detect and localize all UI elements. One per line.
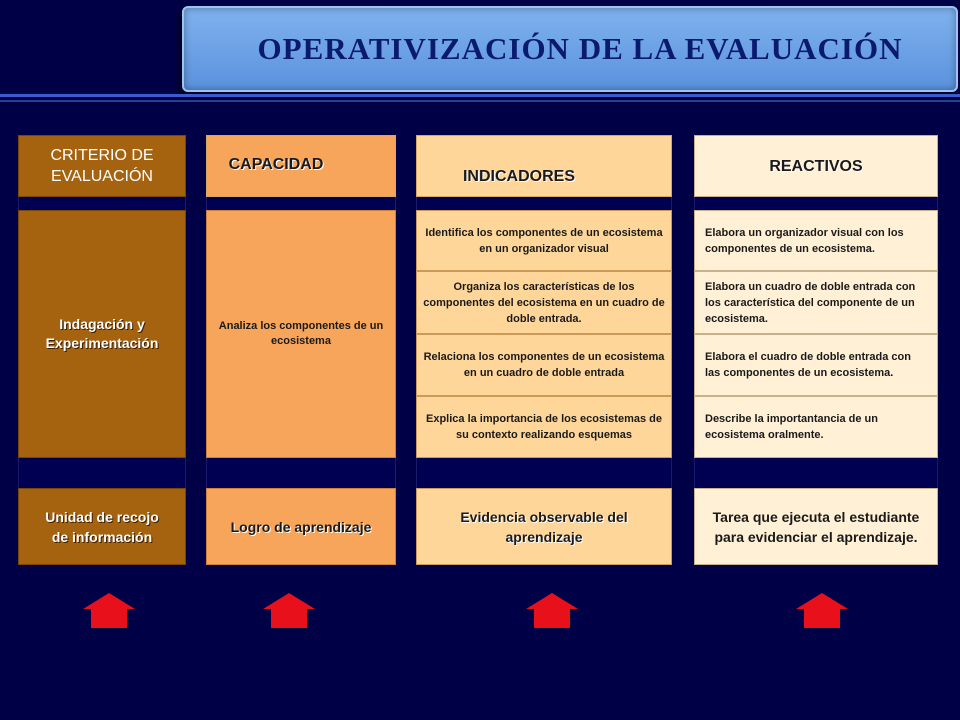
- header-indicadores: INDICADORES: [416, 135, 672, 197]
- indicador-4: Explica la importancia de los ecosistemas de su contexto realizando esquemas: [416, 396, 672, 458]
- footer-indicadores: Evidencia observable del aprendizaje: [416, 488, 672, 565]
- footer-capacidad: Logro de aprendizaje: [206, 488, 396, 565]
- capacidad-cell: Analiza los componentes de un ecosistema: [206, 210, 396, 458]
- reactivo-3: Elabora el cuadro de doble entrada con las componentes de un ecosistema.: [694, 334, 938, 396]
- reactivo-2: Elabora un cuadro de doble entrada con los característica del componente de un ecosistema.: [694, 271, 938, 334]
- divider-line-thin: [0, 100, 960, 102]
- up-arrow-icon: [83, 593, 135, 628]
- footer-criterio: Unidad de recojo de información: [18, 488, 186, 565]
- indicador-1: Identifica los componentes de un ecosistema en un organizador visual: [416, 210, 672, 271]
- criterio-cell: Indagación y Experimentación: [18, 210, 186, 458]
- indicador-3: Relaciona los componentes de un ecosistema en un cuadro de doble entrada: [416, 334, 672, 396]
- header-criterio: CRITERIO DE EVALUACIÓN: [18, 135, 186, 197]
- reactivo-1: Elabora un organizador visual con los componentes de un ecosistema.: [694, 210, 938, 271]
- divider-line: [0, 94, 960, 97]
- footer-reactivos: Tarea que ejecuta el estudiante para evidenciar el aprendizaje.: [694, 488, 938, 565]
- up-arrow-icon: [263, 593, 315, 628]
- up-arrow-icon: [526, 593, 578, 628]
- header-reactivos: REACTIVOS: [694, 135, 938, 197]
- up-arrow-icon: [796, 593, 848, 628]
- title-banner: [182, 6, 958, 92]
- reactivo-4: Describe la importantancia de un ecosistema oralmente.: [694, 396, 938, 458]
- indicador-2: Organiza los características de los componentes del ecosistema en un cuadro de doble entrada.: [416, 271, 672, 334]
- header-capacidad: CAPACIDAD: [206, 135, 396, 197]
- page-title: OPERATIVIZACIÓN DE LA EVALUACIÓN: [257, 31, 903, 66]
